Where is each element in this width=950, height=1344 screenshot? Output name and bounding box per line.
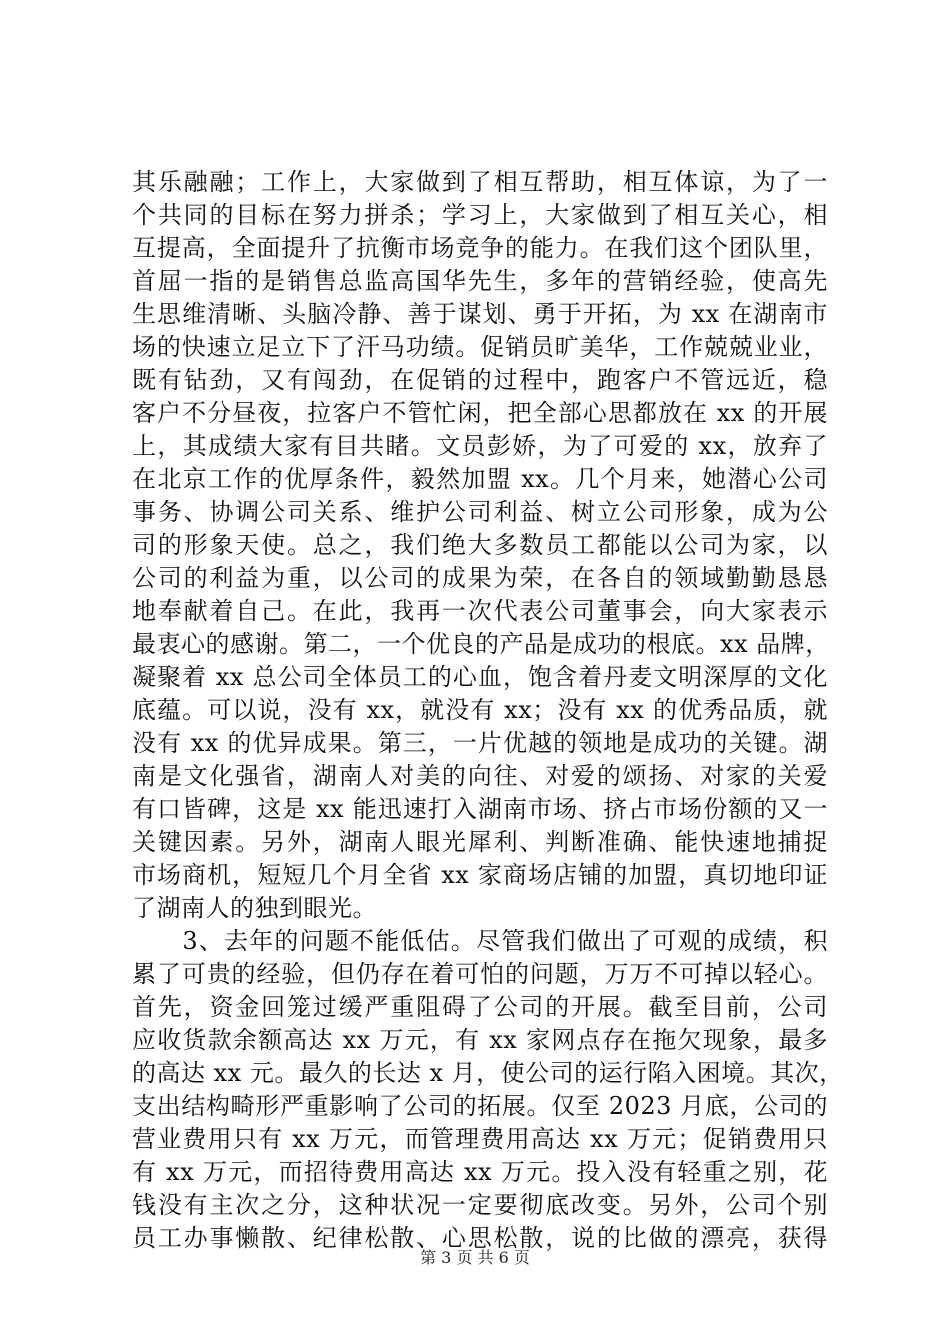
text-line: 员工办事懒散、纪律松散、心思松散，说的比做的漂亮，获得	[132, 1224, 828, 1252]
text-line: 营业费用只有 xx 万元，而管理费用高达 xx 万元；促销费用只	[132, 1125, 828, 1153]
text-line: 的高达 xx 元。最久的长达 x 月，使公司的运行陷入困境。其次，	[132, 1059, 844, 1087]
text-line: 市场商机，短短几个月全省 xx 家商场店铺的加盟，真切地印证	[132, 861, 828, 889]
text-line: 支出结构畸形严重影响了公司的拓展。仅至 2023 月底，公司的	[132, 1092, 828, 1120]
text-line: 首先，资金回笼过缓严重阻碍了公司的开展。截至目前，公司	[132, 993, 828, 1021]
text-line: 公司的利益为重，以公司的成果为荣，在各自的领域勤勤恳恳	[132, 564, 828, 592]
text-line: 应收货款余额高达 xx 万元，有 xx 家网点存在拖欠现象，最多	[132, 1026, 828, 1054]
text-line: 南是文化强省，湖南人对美的向往、对爱的颂扬、对家的关爱	[132, 762, 828, 790]
text-line: 互提高，全面提升了抗衡市场竞争的能力。在我们这个团队里，	[132, 234, 828, 262]
text-line: 生思维清晰、头脑冷静、善于谋划、勇于开拓，为 xx 在湖南市	[132, 300, 828, 328]
text-line: 事务、协调公司关系、维护公司利益、树立公司形象，成为公	[132, 498, 828, 526]
text-line: 上，其成绩大家有目共睹。文员彭娇，为了可爱的 xx，放弃了	[132, 432, 828, 460]
text-line: 场的快速立足立下了汗马功绩。促销员旷美华，工作兢兢业业，	[132, 333, 828, 361]
text-line: 地奉献着自己。在此，我再一次代表公司董事会，向大家表示	[132, 597, 828, 625]
page-number-footer: 第 3 页 共 6 页	[420, 1248, 530, 1267]
text-line: 既有钻劲，又有闯劲，在促销的过程中，跑客户不管远近，稳	[132, 366, 828, 394]
text-line: 有 xx 万元，而招待费用高达 xx 万元。投入没有轻重之别，花	[132, 1158, 828, 1186]
text-line: 累了可贵的经验，但仍存在着可怕的问题，万万不可掉以轻心。	[132, 960, 828, 988]
text-line: 关键因素。另外，湖南人眼光犀利、判断准确、能快速地捕捉	[132, 828, 828, 856]
text-line: 其乐融融；工作上，大家做到了相互帮助，相互体谅，为了一	[132, 168, 828, 196]
text-line: 了湖南人的独到眼光。	[132, 894, 377, 922]
text-line: 个共同的目标在努力拼杀；学习上，大家做到了相互关心，相	[132, 201, 828, 229]
text-line: 3、去年的问题不能低估。尽管我们做出了可观的成绩，积	[132, 927, 828, 955]
text-line: 没有 xx 的优异成果。第三，一片优越的领地是成功的关键。湖	[132, 729, 828, 757]
text-line: 钱没有主次之分，这种状况一定要彻底改变。另外，公司个别	[132, 1191, 828, 1219]
text-line: 有口皆碑，这是 xx 能迅速打入湖南市场、挤占市场份额的又一	[132, 795, 828, 823]
text-line: 司的形象天使。总之，我们绝大多数员工都能以公司为家，以	[132, 531, 828, 559]
text-line: 在北京工作的优厚条件，毅然加盟 xx。几个月来，她潜心公司	[132, 465, 828, 493]
text-line: 客户不分昼夜，拉客户不管忙闲，把全部心思都放在 xx 的开展	[132, 399, 828, 427]
text-line: 首屈一指的是销售总监高国华先生，多年的营销经验，使高先	[132, 267, 828, 295]
text-line: 凝聚着 xx 总公司全体员工的心血，饱含着丹麦文明深厚的文化	[132, 663, 828, 691]
text-line: 最衷心的感谢。第二，一个优良的产品是成功的根底。xx 品牌，	[132, 630, 830, 658]
text-line: 底蕴。可以说，没有 xx，就没有 xx；没有 xx 的优秀品质，就	[132, 696, 828, 724]
body-text	[132, 166, 844, 1255]
